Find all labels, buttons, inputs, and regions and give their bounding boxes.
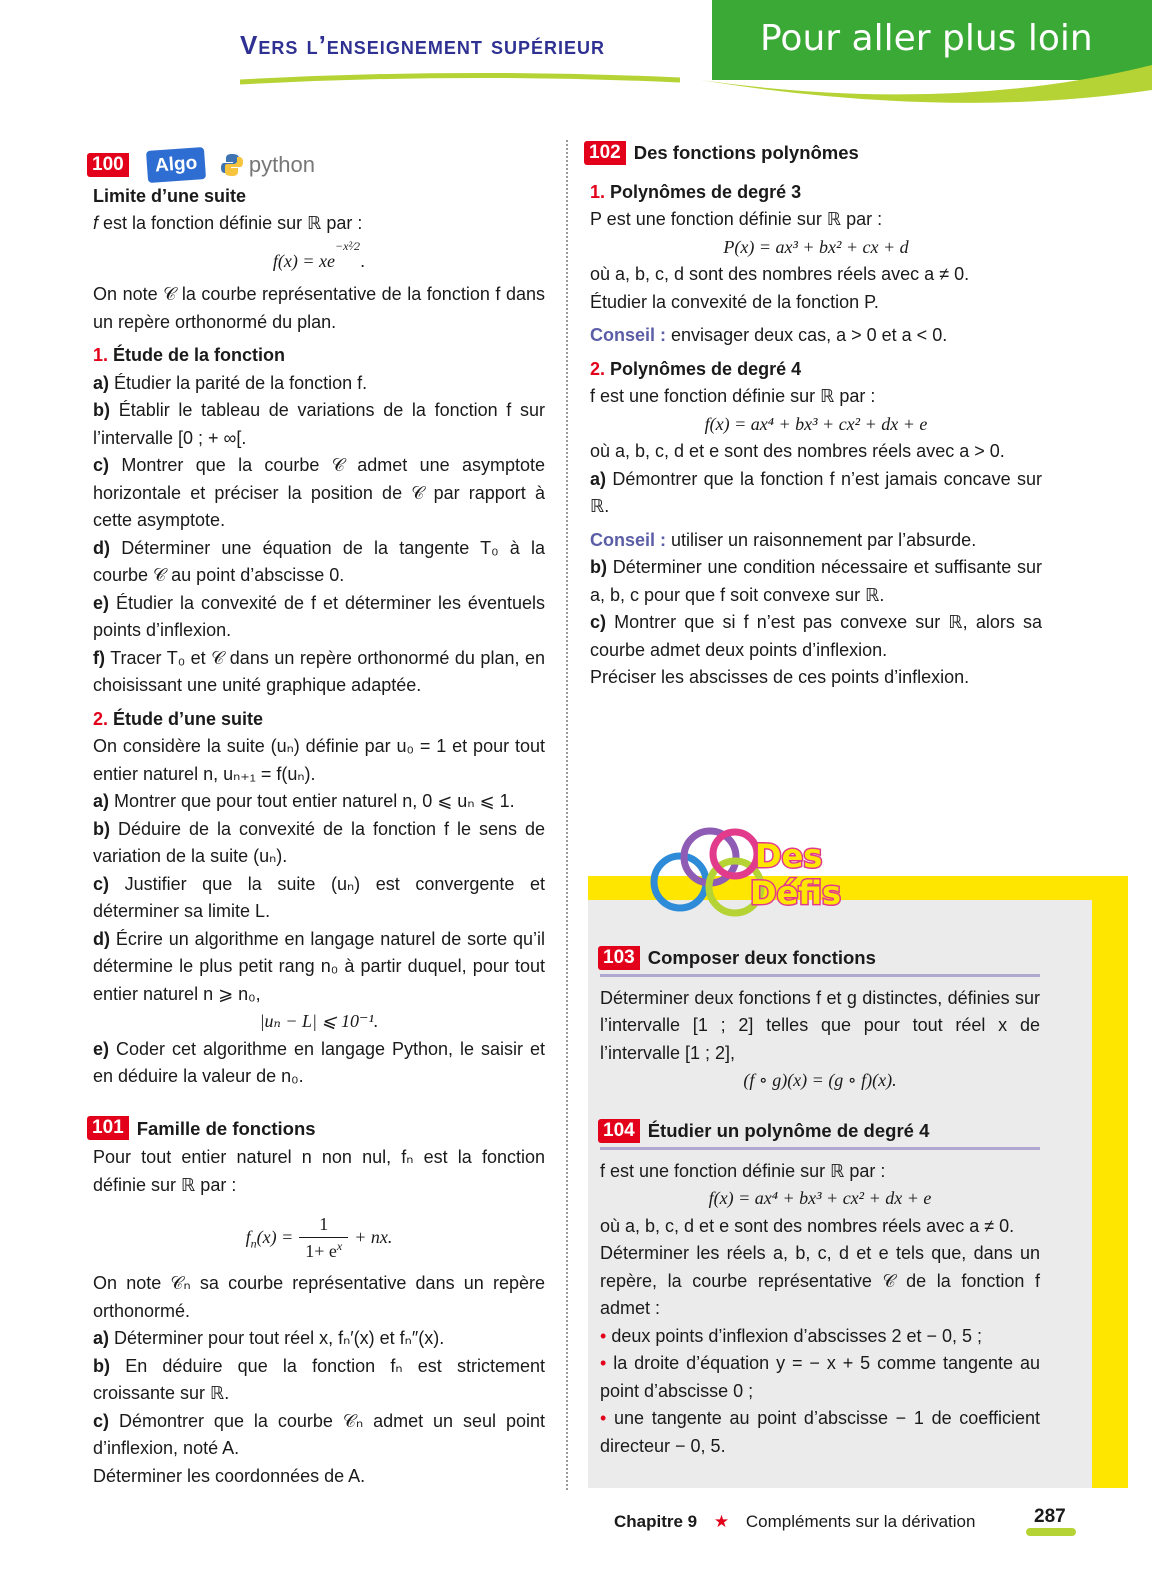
ex101-q-c: c) Démontrer que la courbe 𝒞ₙ admet un seul point d’inflexion, noté A. — [93, 1410, 545, 1458]
ex101-q-a: a) Déterminer pour tout réel x, fₙ′(x) et fₙ″(x). — [93, 1328, 445, 1348]
ex101-q-c2: Déterminer les coordonnées de A. — [93, 1465, 366, 1486]
ex100-formula: $f(x) = xe^{-x^2⁄2}$. — [272, 238, 366, 271]
ex102-part1-heading: 1. Polynômes de degré 3 — [590, 181, 802, 202]
ex104-p3: Déterminer les réels a, b, c, d et e tels que, dans un repère, la courbe représentative 𝒞 de la fonction f admet : — [600, 1243, 1040, 1318]
defis-logo-line1: Des — [755, 837, 823, 875]
ex102-q-c2: Préciser les abscisses de ces points d’inflexion. — [590, 667, 970, 687]
ex104-p2: où a, b, c, d et e sont des nombres réels avec a ≠ 0. — [600, 1215, 1015, 1236]
footer — [614, 1512, 975, 1532]
header-title: Vers l’enseignement supérieur — [240, 30, 606, 60]
ex100-s-d: d) Écrire un algorithme en langage naturel de sorte qu’il détermine le plus petit rang n₀ à partir duquel, pour tout entier naturel n ⩾ n₀, — [93, 928, 545, 1004]
header-swoosh — [700, 60, 1152, 110]
ex104-bullet: • deux points d’inflexion d’abscisses 2 et − 0, 5 ; — [600, 1325, 983, 1346]
page-number-highlight — [1026, 1528, 1076, 1536]
ex102-formula1: P(x) = ax³ + bx² + cx + d — [723, 236, 909, 257]
title-rule — [600, 974, 1040, 977]
exercise-104-title: Étudier un polynôme de degré 4 — [647, 1120, 930, 1141]
ex100-s-d-formula: |uₙ − L| ⩽ 10⁻¹. — [259, 1011, 379, 1031]
column-divider — [566, 140, 568, 1490]
exercise-103-title: Composer deux fonctions — [647, 947, 876, 968]
ex102-q-a: a) Démontrer que la fonction f n’est jamais concave sur ℝ. — [590, 468, 1042, 516]
exercise-number: 103 — [598, 946, 640, 970]
ex100-q-b: b) Établir le tableau de variations de la fonction f sur l’intervalle [0 ; + ∞[. — [93, 400, 545, 448]
exercise-100-header — [87, 149, 545, 181]
ex104-bullet: • la droite d’équation y = − x + 5 comme tangente au point d’abscisse 0 ; — [600, 1353, 1040, 1401]
ex102-q-c: c) Montrer que si f n’est pas convexe sur ℝ, alors sa courbe admet deux points d’inflexion. — [590, 612, 1042, 660]
exercise-number: 100 — [87, 153, 129, 177]
header-underline — [240, 70, 680, 90]
ex100-sequence-def: On considère la suite (uₙ) définie par u₀ = 1 et pour tout entier naturel n, uₙ₊₁ = f(uₙ). — [93, 736, 545, 784]
title-rule — [600, 1147, 1040, 1150]
ex102-q-b: b) Déterminer une condition nécessaire et suffisante sur a, b, c pour que f soit convexe sur ℝ. — [590, 557, 1042, 605]
ex102-p2: où a, b, c, d sont des nombres réels avec a ≠ 0. — [590, 264, 970, 284]
exercise-number: 101 — [87, 1116, 129, 1140]
ex100-part2-heading: 2. Étude d’une suite — [93, 708, 264, 729]
ex102-p3: Étudier la convexité de la fonction P. — [590, 291, 879, 312]
ex102-conseil2: Conseil : utiliser un raisonnement par l’absurde. — [590, 529, 977, 550]
header-tab-title: Pour aller plus loin — [760, 18, 1093, 59]
left-column — [93, 145, 545, 1490]
ex100-s-a: a) Montrer que pour tout entier naturel n, 0 ⩽ uₙ ⩽ 1. — [93, 791, 515, 811]
python-logo — [219, 151, 315, 179]
ex100-s-b: b) Déduire de la convexité de la fonction f le sens de variation de la suite (uₙ). — [93, 818, 545, 866]
footer-title: Compléments sur la dérivation — [745, 1512, 976, 1531]
footer-chapter: Chapitre 9 — [614, 1512, 698, 1531]
ex101-curve-note: On note 𝒞ₙ sa courbe représentative dans un repère orthonormé. — [93, 1273, 545, 1321]
python-label: python — [248, 152, 315, 177]
ex102-q1: f est une fonction définie sur ℝ par : — [590, 386, 876, 406]
exercise-100-title: Limite d’une suite — [93, 185, 247, 206]
exercise-number: 104 — [598, 1119, 640, 1143]
exercise-102-header — [584, 139, 1042, 167]
ex100-q-f: f) Tracer T₀ et 𝒞 dans un repère orthonormé du plan, en choisissant une unité graphique adaptée. — [93, 647, 545, 695]
ex104-formula: f(x) = ax⁴ + bx³ + cx² + dx + e — [708, 1188, 932, 1208]
ex103-p1: Déterminer deux fonctions f et g distinctes, définies sur l’intervalle [1 ; 2] telles que pour tout réel x de l’intervalle [1 ; 2], — [600, 987, 1040, 1063]
exercise-101-title: Famille de fonctions — [136, 1117, 316, 1139]
right-column — [590, 135, 1042, 692]
ex100-part1-heading: 1. Étude de la fonction — [93, 345, 286, 365]
exercise-103-header — [598, 944, 1040, 972]
ex100-s-c: c) Justifier que la suite (uₙ) est convergente et déterminer sa limite L. — [93, 873, 545, 921]
ex100-curve-note: On note 𝒞 la courbe représentative de la fonction f dans un repère orthonormé du plan. — [93, 284, 545, 332]
exercise-104 — [600, 1113, 1040, 1460]
ex102-part2-heading: 2. Polynômes de degré 4 — [590, 358, 802, 379]
ex102-p1: P est une fonction définie sur ℝ par : — [590, 209, 883, 229]
ex100-s-e: e) Coder cet algorithme en langage Python, le saisir et en déduire la valeur de n₀. — [93, 1038, 545, 1086]
ex102-q2: où a, b, c, d et e sont des nombres réels avec a > 0. — [590, 441, 1005, 461]
exercise-number: 102 — [584, 141, 626, 165]
ex101-q-b: b) En déduire que la fonction fₙ est strictement croissante sur ℝ. — [93, 1355, 545, 1403]
exercise-104-header — [598, 1117, 1040, 1145]
ex100-q-d: d) Déterminer une équation de la tangente T₀ à la courbe 𝒞 au point d’abscisse 0. — [93, 537, 545, 585]
star-icon: ★ — [713, 1512, 730, 1531]
exercise-102-title: Des fonctions polynômes — [633, 142, 859, 163]
defis-logo — [640, 822, 880, 922]
page-number: 287 — [1034, 1506, 1066, 1527]
exercise-103 — [600, 940, 1040, 1095]
ex102-formula2: f(x) = ax⁴ + bx³ + cx² + dx + e — [704, 413, 928, 434]
ex100-intro: f est la fonction définie sur ℝ par : — [93, 213, 363, 233]
python-icon — [219, 152, 245, 178]
ex100-q-e: e) Étudier la convexité de f et déterminer les éventuels points d’inflexion. — [93, 592, 545, 640]
defis-logo-line2: Défis — [750, 874, 842, 912]
ex104-bullet: • une tangente au point d’abscisse − 1 de coefficient directeur − 0, 5. — [600, 1408, 1040, 1456]
ex103-formula: (f ∘ g)(x) = (g ∘ f)(x). — [743, 1070, 897, 1090]
ex100-q-a: a) Étudier la parité de la fonction f. — [93, 372, 368, 393]
ex101-intro: Pour tout entier naturel n non nul, fₙ est la fonction définie sur ℝ par : — [93, 1147, 545, 1195]
algo-badge: Algo — [146, 147, 206, 182]
exercise-101-header — [87, 1115, 545, 1143]
ex104-p1: f est une fonction définie sur ℝ par : — [600, 1160, 886, 1181]
ex100-q-c: c) Montrer que la courbe 𝒞 admet une asymptote horizontale et préciser la position de 𝒞 par rapport à cette asymptote. — [93, 455, 545, 530]
ex101-formula: $f_n(x)$ = $\frac{1}{1+ e^x}$ + nx. — [93, 1211, 545, 1264]
ex102-conseil1: Conseil : envisager deux cas, a > 0 et a < 0. — [590, 325, 948, 345]
